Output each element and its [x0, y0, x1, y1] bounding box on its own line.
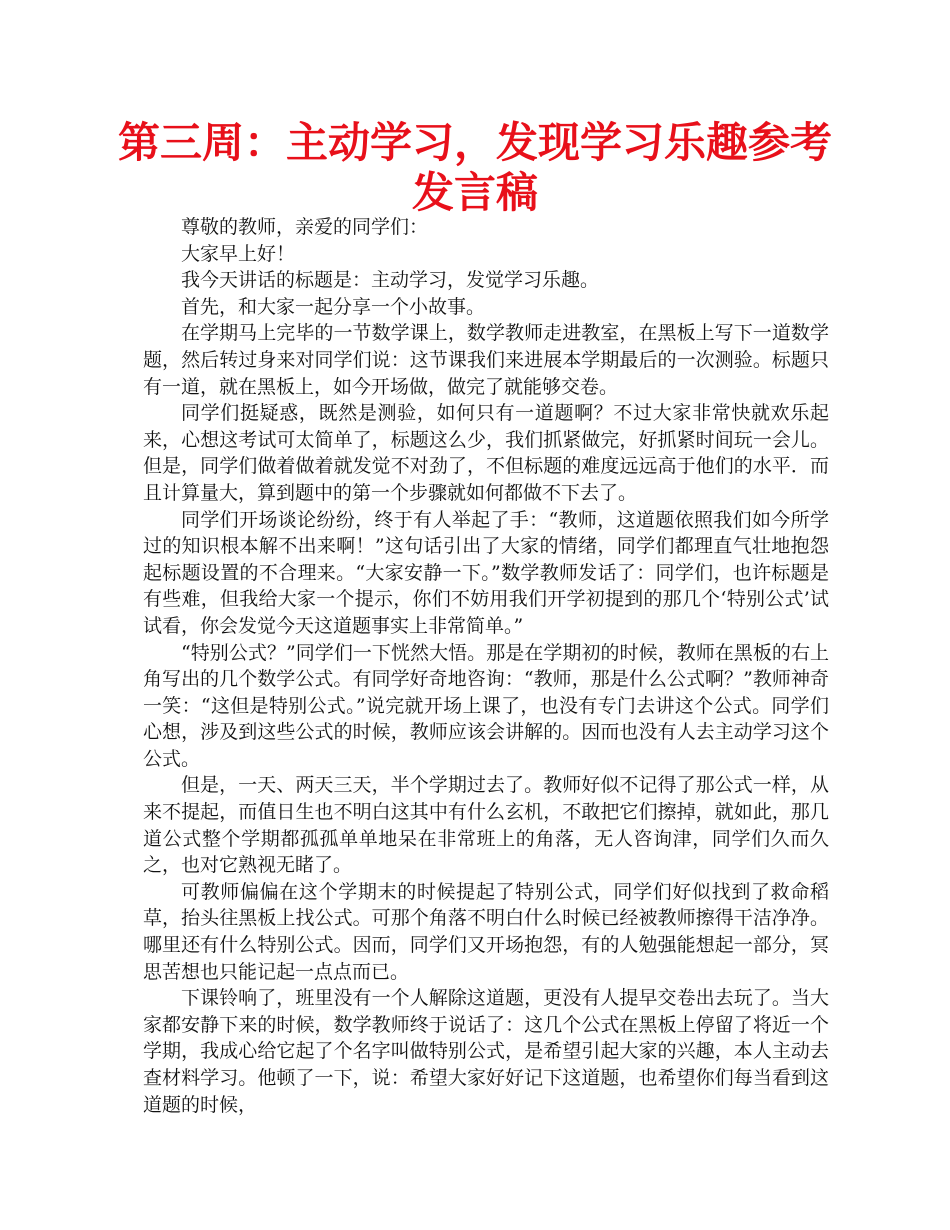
- paragraph: 同学们开场谈论纷纷，终于有人举起了手：“教师，这道题依照我们如今所学过的知识根本解不出来啊！”这句话引出了大家的情绪，同学们都理直气壮地抱怨起标题设置的不合理来。“大家安静一下。”数学教师发话了：同学们，也许标题是有些难，但我给大家一个提示，你们不妨用我们开学初提到的那几个‘特别公式’试试看，你会发觉今天这道题事实上非常简单。”: [143, 508, 829, 637]
- paragraph: 尊敬的教师，亲爱的同学们：: [181, 216, 429, 238]
- document-title: 第三周：主动学习，发现学习乐趣参考发言稿: [117, 118, 832, 217]
- paragraph: 同学们挺疑惑，既然是测验，如何只有一道题啊？不过大家非常快就欢乐起来，心想这考试可太简单了，标题这么少，我们抓紧做完，好抓紧时间玩一会儿。但是，同学们做着做着就发觉不对劲了，不但标题的难度远远高于他们的水平．而且计算量大，算到题中的第一个步骤就如何都做不下去了。: [143, 402, 829, 504]
- paragraph: 但是，一天、两天三天，半个学期过去了。教师好似不记得了那公式一样，从来不提起，而值日生也不明白这其中有什么玄机，不敢把它们擦掉，就如此，那几道公式整个学期都孤孤单单地呆在非常班上的角落，无人咨询津，同学们久而久之，也对它熟视无睹了。: [143, 774, 829, 877]
- document-body: [143, 214, 829, 1118]
- paragraph: 大家早上好！: [181, 242, 296, 265]
- paragraph: 下课铃响了，班里没有一个人解除这道题，更没有人提早交卷出去玩了。当大家都安静下来的时候，数学教师终于说话了：这几个公式在黑板上停留了将近一个学期，我成心给它起了个名字叫做特别公式，是希望引起大家的兴趣，本人主动去查材料学习。他顿了一下，说：希望大家好好记下这道题，也希望你们每当看到这道题的时候，: [143, 987, 829, 1116]
- paragraph: 我今天讲话的标题是：主动学习，发觉学习乐趣。: [181, 269, 600, 292]
- paragraph: 首先，和大家一起分享一个小故事。: [181, 295, 486, 318]
- paragraph: 在学期马上完毕的一节数学课上，数学教师走进教室，在黑板上写下一道数学题，然后转过身来对同学们说：这节课我们来进展本学期最后的一次测验。标题只有一道，就在黑板上，如今开场做，做完了就能够交卷。: [143, 322, 829, 398]
- paragraph: 可教师偏偏在这个学期末的时候提起了特别公式，同学们好似找到了救命稻草，抬头往黑板上找公式。可那个角落不明白什么时候已经被教师擦得干洁净净。哪里还有什么特别公式。因而，同学们又开场抱怨，有的人勉强能想起一部分，冥思苦想也只能记起一点点而已。: [143, 880, 829, 983]
- paragraph: “特别公式？”同学们一下恍然大悟。那是在学期初的时候，教师在黑板的右上角写出的几个数学公式。有同学好奇地咨询：“教师，那是什么公式啊？”教师神奇一笑：“这但是特别公式。”说完就开场上课了，也没有专门去讲这个公式。同学们心想，涉及到这些公式的时候，教师应该会讲解的。因而也没有人去主动学习这个公式。: [143, 641, 829, 770]
